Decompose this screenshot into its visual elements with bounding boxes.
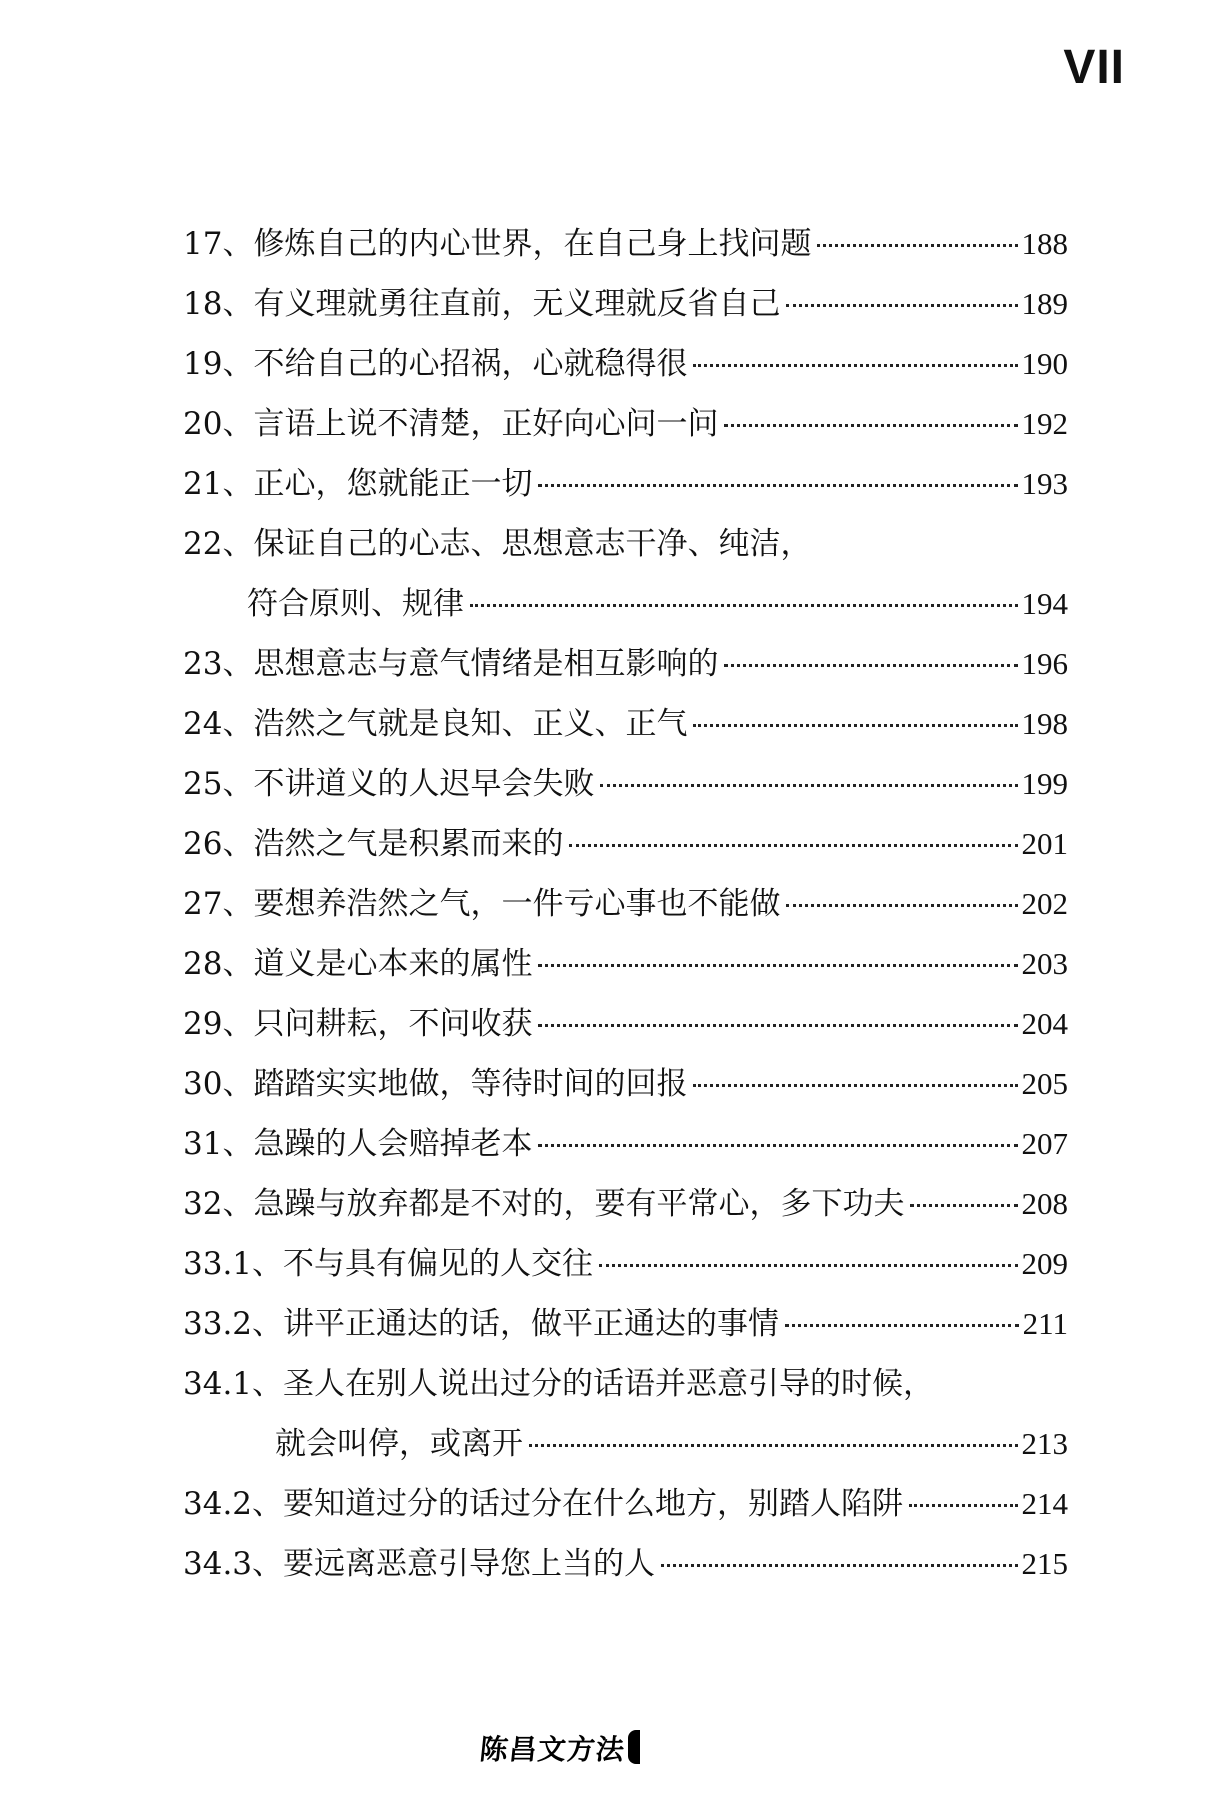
- dot-leader: [910, 1204, 1017, 1207]
- toc-entry-number: 29、: [183, 1006, 254, 1042]
- toc-entry: [183, 214, 1068, 274]
- toc-entry-page: 213: [1021, 1426, 1068, 1461]
- toc-entry-title: 浩然之气就是良知、正义、正气: [253, 706, 688, 742]
- dot-leader: [786, 304, 1017, 307]
- toc-entry: [183, 1174, 1068, 1234]
- dot-leader: [661, 1564, 1017, 1567]
- toc-line: [183, 814, 1068, 874]
- toc-line: [183, 394, 1068, 454]
- toc-entry-title: 要知道过分的话过分在什么地方，别踏人陷阱: [283, 1486, 904, 1522]
- toc-entry-page: 188: [1021, 226, 1068, 261]
- toc-line: [183, 1054, 1068, 1114]
- toc-entry-page: 193: [1021, 466, 1068, 501]
- footer-logo: 陈昌文方法: [478, 1733, 627, 1766]
- toc-entry-page: 211: [1022, 1306, 1068, 1341]
- toc-line: [183, 514, 1068, 574]
- dot-leader: [817, 244, 1017, 247]
- toc-entry-number: 24、: [183, 706, 254, 742]
- toc-entry-page: 215: [1021, 1546, 1068, 1581]
- toc-entry-number: 22、: [183, 526, 254, 562]
- toc-line: [183, 334, 1068, 394]
- toc-entry-page: 201: [1021, 826, 1068, 861]
- toc-entry: [183, 934, 1068, 994]
- toc-entry: [183, 514, 1068, 634]
- toc-entry: [183, 1054, 1068, 1114]
- toc-entry-number: 30、: [183, 1066, 254, 1102]
- toc-entry-number: 28、: [183, 946, 254, 982]
- toc-entry-number: 27、: [183, 886, 254, 922]
- toc-entry-number: 23、: [183, 646, 254, 682]
- toc-entry-title: 不讲道义的人迟早会失败: [253, 766, 595, 802]
- toc-entry-title: 只问耕耘，不问收获: [253, 1006, 533, 1042]
- dot-leader: [600, 784, 1017, 787]
- toc-entry-title: 急躁与放弃都是不对的，要有平常心，多下功夫: [253, 1186, 905, 1222]
- toc-entry-number: 32、: [183, 1186, 254, 1222]
- toc-entry: [183, 454, 1068, 514]
- toc-entry-number: 25、: [183, 766, 254, 802]
- toc-entry-title: 道义是心本来的属性: [253, 946, 533, 982]
- toc-entry-title: 讲平正通达的话，做平正通达的事情: [283, 1306, 780, 1342]
- toc-entry-page: 203: [1021, 946, 1068, 981]
- toc-entry: [183, 1234, 1068, 1294]
- toc-entry-title: 言语上说不清楚，正好向心问一问: [253, 406, 719, 442]
- toc-line: [183, 1294, 1068, 1354]
- toc-entry: [183, 394, 1068, 454]
- toc-line: [183, 634, 1068, 694]
- toc-entry-page: 194: [1021, 586, 1068, 621]
- dot-leader: [599, 1264, 1017, 1267]
- dot-leader: [693, 364, 1017, 367]
- toc-entry-page: 189: [1021, 286, 1068, 321]
- toc-entry-number: 26、: [183, 826, 254, 862]
- toc-entry-number: 17、: [183, 226, 254, 262]
- toc-line: [183, 754, 1068, 814]
- toc-entry-number: 33.2、: [183, 1306, 284, 1342]
- toc-entry-title: 不给自己的心招祸，心就稳得很: [253, 346, 688, 382]
- toc-entry-number: 34.3、: [183, 1546, 284, 1582]
- dot-leader: [909, 1504, 1017, 1507]
- toc-entry: [183, 1474, 1068, 1534]
- footer-logo-mark: [628, 1730, 640, 1764]
- toc-entry-title: 有义理就勇往直前，无义理就反省自己: [253, 286, 781, 322]
- toc-line: [183, 214, 1068, 274]
- toc-line: [183, 1534, 1068, 1594]
- toc-entry-title: 保证自己的心志、思想意志干净、纯洁，: [253, 526, 812, 562]
- dot-leader: [693, 1084, 1017, 1087]
- toc-entry-title: 圣人在别人说出过分的话语并恶意引导的时候，: [283, 1366, 935, 1402]
- toc-line: [183, 1174, 1068, 1234]
- toc-entry-page: 199: [1021, 766, 1068, 801]
- toc-entry-number: 34.1、: [183, 1366, 284, 1402]
- toc-entry-page: 196: [1021, 646, 1068, 681]
- dot-leader: [470, 604, 1018, 607]
- toc-entry: [183, 334, 1068, 394]
- toc-entry-number: 21、: [183, 466, 254, 502]
- toc-entry-number: 31、: [183, 1126, 254, 1162]
- dot-leader: [529, 1444, 1018, 1447]
- dot-leader: [785, 1324, 1019, 1327]
- toc-entry: [183, 1534, 1068, 1594]
- toc-line: [183, 1474, 1068, 1534]
- toc-entry-number: 20、: [183, 406, 254, 442]
- toc-entry-page: 205: [1021, 1066, 1068, 1101]
- toc-line: [183, 934, 1068, 994]
- dot-leader: [693, 724, 1017, 727]
- toc-entry-page: 209: [1021, 1246, 1068, 1281]
- toc-entry-page: 198: [1021, 706, 1068, 741]
- toc-entry-title: 不与具有偏见的人交往: [283, 1246, 594, 1282]
- toc-entry-title: 符合原则、规律: [247, 586, 464, 622]
- table-of-contents: [183, 214, 1068, 1594]
- toc-entry-page: 192: [1021, 406, 1068, 441]
- toc-entry: [183, 694, 1068, 754]
- toc-line: [183, 574, 1068, 634]
- dot-leader: [538, 484, 1017, 487]
- toc-line: [183, 274, 1068, 334]
- toc-entry-page: 190: [1021, 346, 1068, 381]
- toc-line: [183, 994, 1068, 1054]
- toc-entry-page: 208: [1021, 1186, 1068, 1221]
- toc-entry: [183, 1354, 1068, 1474]
- toc-entry: [183, 994, 1068, 1054]
- toc-entry-title: 急躁的人会赔掉老本: [253, 1126, 533, 1162]
- toc-entry-title: 要远离恶意引导您上当的人: [283, 1546, 656, 1582]
- dot-leader: [786, 904, 1017, 907]
- toc-entry: [183, 814, 1068, 874]
- toc-entry-number: 18、: [183, 286, 254, 322]
- dot-leader: [569, 844, 1017, 847]
- toc-entry-title: 思想意志与意气情绪是相互影响的: [253, 646, 719, 682]
- toc-entry-page: 214: [1021, 1486, 1068, 1521]
- toc-line: [183, 454, 1068, 514]
- toc-entry: [183, 874, 1068, 934]
- toc-entry-title: 浩然之气是积累而来的: [253, 826, 564, 862]
- toc-line: [183, 874, 1068, 934]
- toc-line: [183, 694, 1068, 754]
- toc-line: [183, 1234, 1068, 1294]
- toc-entry-title: 要想养浩然之气，一件亏心事也不能做: [253, 886, 781, 922]
- toc-line: [183, 1114, 1068, 1174]
- toc-entry-number: 19、: [183, 346, 254, 382]
- dot-leader: [724, 664, 1017, 667]
- toc-entry-title: 修炼自己的内心世界，在自己身上找问题: [253, 226, 812, 262]
- toc-entry-number: 34.2、: [183, 1486, 284, 1522]
- page-number: VII: [1063, 41, 1125, 94]
- dot-leader: [538, 1024, 1017, 1027]
- toc-entry: [183, 1294, 1068, 1354]
- toc-line: [183, 1354, 1068, 1414]
- toc-entry: [183, 754, 1068, 814]
- toc-entry-number: 33.1、: [183, 1246, 284, 1282]
- toc-entry-title: 就会叫停，或离开: [275, 1426, 523, 1462]
- toc-entry: [183, 274, 1068, 334]
- toc-line: [183, 1414, 1068, 1474]
- toc-entry: [183, 634, 1068, 694]
- dot-leader: [538, 1144, 1017, 1147]
- toc-entry: [183, 1114, 1068, 1174]
- dot-leader: [538, 964, 1017, 967]
- dot-leader: [724, 424, 1017, 427]
- toc-entry-title: 正心，您就能正一切: [253, 466, 533, 502]
- toc-entry-page: 207: [1021, 1126, 1068, 1161]
- toc-entry-page: 204: [1021, 1006, 1068, 1041]
- toc-entry-title: 踏踏实实地做，等待时间的回报: [253, 1066, 688, 1102]
- toc-entry-page: 202: [1021, 886, 1068, 921]
